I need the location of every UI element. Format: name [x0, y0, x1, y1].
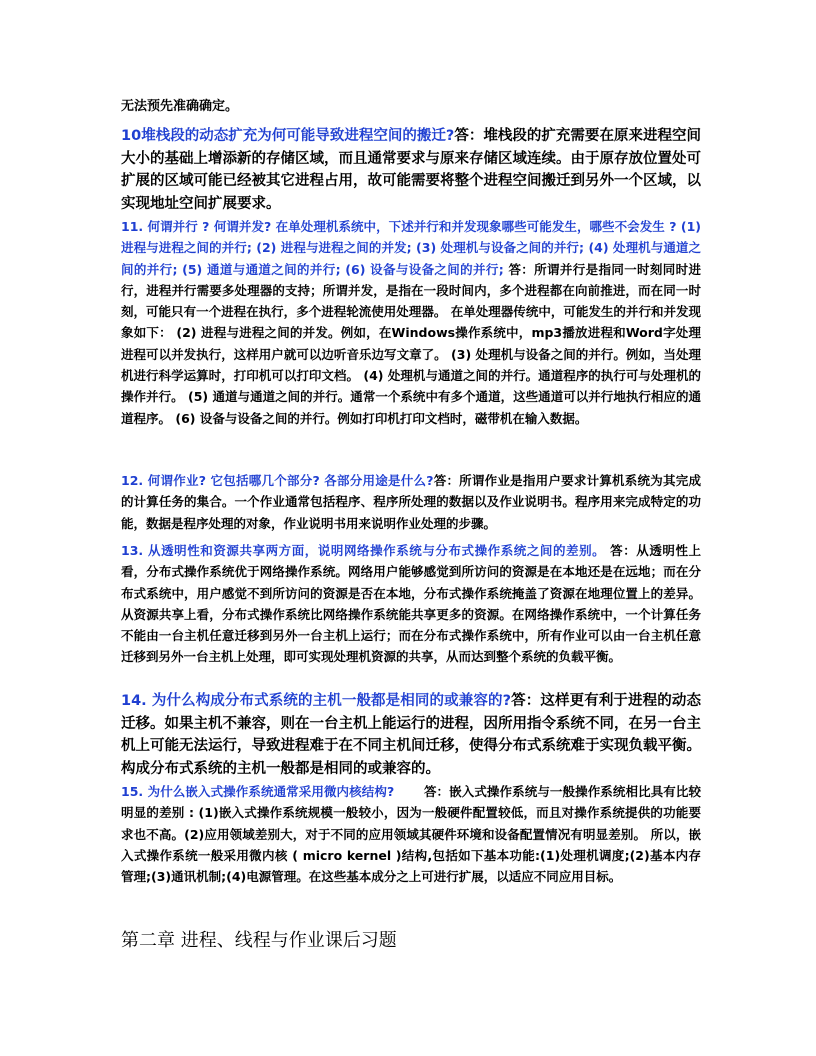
answer-text: 答：从透明性上看，分布式操作系统优于网络操作系统。网络用户能够感觉到所访问的资源是在本地还是在远地；而在分布式系统中，用户感觉不到所访问的资源是否在本地，分布式操作系统掩盖了资源在地理位置上的差异。 从资源共享上看，分布式操作系统比网络操作系统能共享更多的资源。在网络操作系统中，一个计算任务不能由一台主机任意迁移到另外一台主机上运行；而在分布式操作系统中，所有作业可以由一台主机任意迁移到另外一台主机上处理，即可实现处理机资源的共享，从而达到整个系统的负载平衡。: [121, 543, 702, 665]
answer-text: 答：堆栈段的扩充需要在原来进程空间大小的基础上增添新的存储区域，而且通常要求与原来存储区域连续。由于原存放位置处可扩展的区域可能已经被其它进程占用，故可能需要将整个进程空间搬迁到另外一个区域，以实现地址空间扩展要求。: [121, 128, 702, 212]
question-text: 11. 何谓并行 ? 何谓并发? 在单处理机系统中，下述并行和并发现象哪些可能发生，哪些不会发生 ? (1) 进程与进程之间的并行; (2) 进程与进程之间的并发; (3) 处理机与设备之间的并行; (4) 处理机与通道之间的并行; (5) 通道与通道之间的并行; (6) 设备与设备之间的并行;: [121, 219, 701, 277]
question-text: 15. 为什么嵌入式操作系统通常采用微内核结构?: [121, 784, 395, 799]
question-12: [121, 470, 701, 534]
answer-text: 答：嵌入式操作系统与一般操作系统相比具有比较明显的差别 : (1)嵌入式操作系统规模一般较小，因为一般硬件配置较低，而且对操作系统提供的功能要求也不高。(2)应用领域差别大，对于不同的应用领域其硬件环境和设备配置情况有明显差别。 所以，嵌入式操作系统一般采用微内核 ( micro kernel )结构,包括如下基本功能:(1)处理机调度;(2)基本内存管理;(3)通讯机制;(4)电源管理。在这些基本成分之上可进行扩展，以适应不同应用目标。: [121, 784, 701, 885]
answer-text: 答：这样更有利于进程的动态迁移。如果主机不兼容，则在一台主机上能运行的进程，因所用指令系统不同，在另一台主机上可能无法运行，导致进程难于在不同主机间迁移，使得分布式系统难于实现负载平衡。构成分布式系统的主机一般都是相同的或兼容的。: [121, 693, 702, 777]
question-text: 14. 为什么构成分布式系统的主机一般都是相同的或兼容的?: [121, 693, 512, 709]
question-14: [121, 690, 701, 780]
answer-text: 答：所谓并行是指同一时刻同时进行，进程并行需要多处理器的支持；所谓并发，是指在一段时间内，多个进程都在向前推进，而在同一时刻，可能只有一个进程在执行，多个进程轮流使用处理器。 在单处理器传统中，可能发生的并行和并发现象如下： (2) 进程与进程之间的并发。例如，在Windows操作系统中，mp3播放进程和Word字处理进程可以并发执行，这样用户就可以边听音乐边写文章了。 (3) 处理机与设备之间的并行。例如，当处理机进行科学运算时，打印机可以打印文档。 (4) 处理机与通道之间的并行。通道程序的执行可与处理机的操作并行。 (5) 通道与通道之间的并行。通常一个系统中有多个通道，这些通道可以并行地执行相应的通道程序。 (6) 设备与设备之间的并行。例如打印机打印文档时，磁带机在输入数据。: [121, 261, 701, 426]
chapter-heading: 第二章 进程、线程与作业课后习题: [121, 930, 397, 951]
paragraph-continuation: [121, 97, 701, 117]
answer-text: 无法预先准确确定。: [121, 99, 239, 114]
question-15: [121, 781, 701, 887]
question-text: 10堆栈段的动态扩充为何可能导致进程空间的搬迁?: [121, 128, 455, 144]
question-10: [121, 125, 701, 215]
question-13: [121, 540, 701, 668]
answer-text: 答：所谓作业是指用户要求计算机系统为其完成的计算任务的集合。一个作业通常包括程序、程序所处理的数据以及作业说明书。程序用来完成特定的功能，数据是程序处理的对象，作业说明书用来说明作业处理的步骤。: [121, 473, 701, 531]
question-text: 13. 从透明性和资源共享两方面，说明网络操作系统与分布式操作系统之间的差别。: [121, 543, 606, 558]
question-text: 12. 何谓作业? 它包括哪几个部分? 各部分用途是什么?: [121, 473, 434, 488]
question-11: [121, 216, 701, 429]
